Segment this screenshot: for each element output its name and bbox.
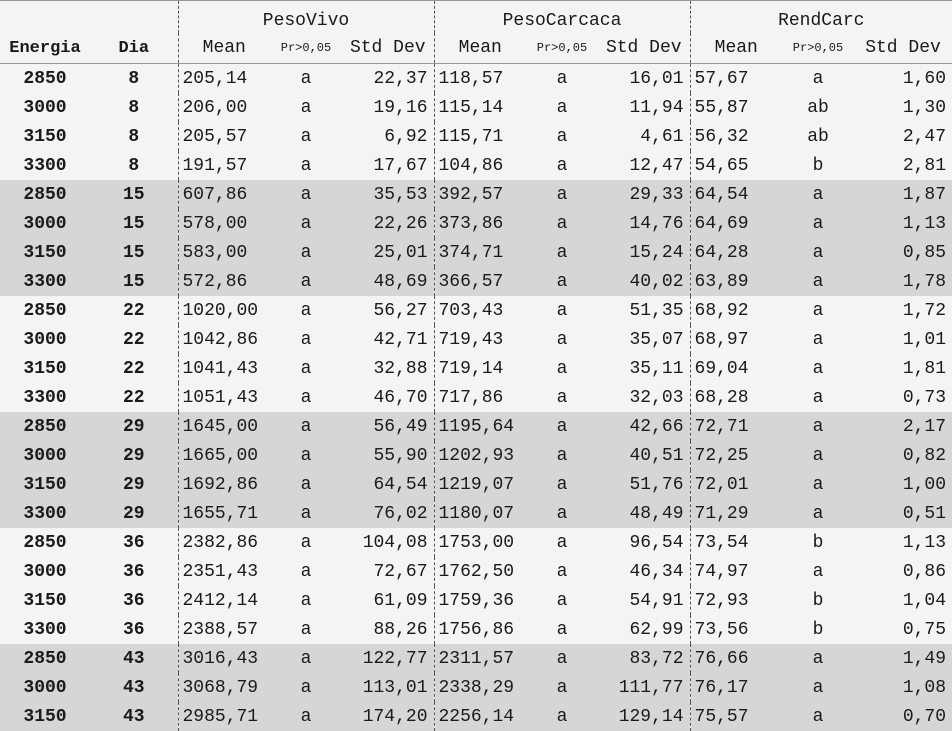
- cell-energia: 3150: [0, 122, 90, 151]
- cell-rendcarc-sig: a: [782, 673, 854, 702]
- cell-pesovivo-mean: 2382,86: [178, 528, 270, 557]
- cell-pesovivo-sig: a: [270, 122, 342, 151]
- cell-dia: 8: [90, 151, 178, 180]
- cell-dia: 36: [90, 557, 178, 586]
- cell-dia: 22: [90, 354, 178, 383]
- cell-pesovivo-sig: a: [270, 528, 342, 557]
- cell-rendcarc-std: 1,72: [854, 296, 952, 325]
- cell-pesocarcaca-mean: 1195,64: [434, 412, 526, 441]
- cell-rendcarc-mean: 57,67: [690, 64, 782, 94]
- cell-dia: 36: [90, 528, 178, 557]
- cell-rendcarc-mean: 69,04: [690, 354, 782, 383]
- cell-pesocarcaca-std: 46,34: [598, 557, 690, 586]
- cell-rendcarc-sig: a: [782, 644, 854, 673]
- cell-rendcarc-sig: a: [782, 441, 854, 470]
- cell-pesovivo-mean: 2388,57: [178, 615, 270, 644]
- table-row: [0, 615, 952, 644]
- cell-pesovivo-sig: a: [270, 93, 342, 122]
- cell-pesocarcaca-mean: 1180,07: [434, 499, 526, 528]
- cell-dia: 29: [90, 441, 178, 470]
- cell-pesocarcaca-std: 40,02: [598, 267, 690, 296]
- cell-rendcarc-std: 1,60: [854, 64, 952, 94]
- cell-energia: 3300: [0, 151, 90, 180]
- cell-pesovivo-std: 64,54: [342, 470, 434, 499]
- table-row: [0, 441, 952, 470]
- cell-pesovivo-sig: a: [270, 673, 342, 702]
- cell-rendcarc-sig: a: [782, 238, 854, 267]
- cell-energia: 3300: [0, 499, 90, 528]
- cell-pesocarcaca-sig: a: [526, 499, 598, 528]
- cell-dia: 29: [90, 499, 178, 528]
- cell-energia: 3150: [0, 238, 90, 267]
- cell-energia: 3150: [0, 702, 90, 731]
- cell-pesocarcaca-sig: a: [526, 702, 598, 731]
- cell-pesovivo-std: 6,92: [342, 122, 434, 151]
- cell-rendcarc-mean: 68,92: [690, 296, 782, 325]
- cell-rendcarc-sig: b: [782, 151, 854, 180]
- cell-pesocarcaca-std: 35,07: [598, 325, 690, 354]
- cell-pesocarcaca-mean: 115,71: [434, 122, 526, 151]
- table-row: [0, 93, 952, 122]
- cell-pesovivo-sig: a: [270, 586, 342, 615]
- cell-rendcarc-sig: a: [782, 354, 854, 383]
- cell-rendcarc-std: 0,85: [854, 238, 952, 267]
- cell-dia: 43: [90, 702, 178, 731]
- cell-rendcarc-sig: ab: [782, 122, 854, 151]
- cell-rendcarc-mean: 72,71: [690, 412, 782, 441]
- cell-pesovivo-std: 76,02: [342, 499, 434, 528]
- cell-pesocarcaca-sig: a: [526, 412, 598, 441]
- cell-pesovivo-std: 56,49: [342, 412, 434, 441]
- cell-pesocarcaca-std: 29,33: [598, 180, 690, 209]
- cell-pesovivo-mean: 206,00: [178, 93, 270, 122]
- cell-rendcarc-std: 0,82: [854, 441, 952, 470]
- cell-pesovivo-std: 113,01: [342, 673, 434, 702]
- cell-pesovivo-std: 104,08: [342, 528, 434, 557]
- cell-pesovivo-sig: a: [270, 238, 342, 267]
- cell-rendcarc-std: 1,04: [854, 586, 952, 615]
- cell-rendcarc-std: 1,49: [854, 644, 952, 673]
- cell-rendcarc-sig: a: [782, 296, 854, 325]
- cell-energia: 3150: [0, 354, 90, 383]
- cell-pesocarcaca-sig: a: [526, 93, 598, 122]
- cell-rendcarc-std: 1,13: [854, 209, 952, 238]
- cell-dia: 15: [90, 180, 178, 209]
- group-header-rendcarc: RendCarc: [690, 1, 952, 34]
- cell-pesocarcaca-std: 51,76: [598, 470, 690, 499]
- cell-energia: 3300: [0, 383, 90, 412]
- table-row: [0, 644, 952, 673]
- cell-energia: 3000: [0, 325, 90, 354]
- cell-rendcarc-mean: 64,28: [690, 238, 782, 267]
- cell-rendcarc-sig: a: [782, 499, 854, 528]
- cell-rendcarc-mean: 76,17: [690, 673, 782, 702]
- cell-pesovivo-sig: a: [270, 702, 342, 731]
- cell-energia: 2850: [0, 180, 90, 209]
- cell-pesocarcaca-sig: a: [526, 325, 598, 354]
- cell-pesovivo-sig: a: [270, 383, 342, 412]
- cell-rendcarc-std: 0,75: [854, 615, 952, 644]
- cell-rendcarc-sig: a: [782, 412, 854, 441]
- cell-pesocarcaca-mean: 392,57: [434, 180, 526, 209]
- table-row: [0, 122, 952, 151]
- cell-pesovivo-std: 55,90: [342, 441, 434, 470]
- cell-pesovivo-sig: a: [270, 296, 342, 325]
- cell-pesovivo-sig: a: [270, 644, 342, 673]
- cell-pesocarcaca-sig: a: [526, 122, 598, 151]
- cell-pesocarcaca-std: 14,76: [598, 209, 690, 238]
- cell-rendcarc-sig: b: [782, 528, 854, 557]
- cell-pesocarcaca-std: 15,24: [598, 238, 690, 267]
- cell-energia: 3000: [0, 557, 90, 586]
- cell-rendcarc-mean: 72,01: [690, 470, 782, 499]
- cell-pesovivo-mean: 1645,00: [178, 412, 270, 441]
- cell-dia: 15: [90, 238, 178, 267]
- cell-energia: 3000: [0, 673, 90, 702]
- cell-pesocarcaca-mean: 1762,50: [434, 557, 526, 586]
- cell-pesovivo-mean: 3016,43: [178, 644, 270, 673]
- cell-pesocarcaca-std: 35,11: [598, 354, 690, 383]
- cell-pesocarcaca-mean: 1753,00: [434, 528, 526, 557]
- table-row: [0, 412, 952, 441]
- cell-energia: 2850: [0, 64, 90, 94]
- cell-pesocarcaca-mean: 719,43: [434, 325, 526, 354]
- cell-dia: 22: [90, 383, 178, 412]
- cell-rendcarc-std: 2,47: [854, 122, 952, 151]
- cell-rendcarc-mean: 73,56: [690, 615, 782, 644]
- cell-rendcarc-mean: 72,93: [690, 586, 782, 615]
- cell-pesocarcaca-mean: 115,14: [434, 93, 526, 122]
- cell-pesocarcaca-std: 32,03: [598, 383, 690, 412]
- cell-pesovivo-sig: a: [270, 209, 342, 238]
- table-row: [0, 64, 952, 94]
- cell-rendcarc-sig: a: [782, 180, 854, 209]
- cell-dia: 43: [90, 673, 178, 702]
- cell-pesocarcaca-sig: a: [526, 673, 598, 702]
- cell-energia: 3000: [0, 209, 90, 238]
- cell-rendcarc-sig: a: [782, 383, 854, 412]
- cell-pesovivo-sig: a: [270, 151, 342, 180]
- table-row: [0, 209, 952, 238]
- cell-pesocarcaca-mean: 1219,07: [434, 470, 526, 499]
- cell-pesovivo-std: 61,09: [342, 586, 434, 615]
- cell-pesocarcaca-std: 54,91: [598, 586, 690, 615]
- cell-pesovivo-sig: a: [270, 354, 342, 383]
- cell-pesocarcaca-sig: a: [526, 64, 598, 94]
- cell-pesocarcaca-mean: 374,71: [434, 238, 526, 267]
- cell-rendcarc-std: 0,73: [854, 383, 952, 412]
- cell-dia: 8: [90, 122, 178, 151]
- cell-pesocarcaca-mean: 1759,36: [434, 586, 526, 615]
- cell-pesovivo-mean: 1020,00: [178, 296, 270, 325]
- cell-rendcarc-std: 0,70: [854, 702, 952, 731]
- table-row: [0, 296, 952, 325]
- cell-rendcarc-mean: 63,89: [690, 267, 782, 296]
- cell-pesocarcaca-mean: 373,86: [434, 209, 526, 238]
- cell-rendcarc-mean: 54,65: [690, 151, 782, 180]
- col-header-mean: Mean: [178, 33, 270, 64]
- table-row: [0, 557, 952, 586]
- cell-rendcarc-sig: a: [782, 702, 854, 731]
- cell-pesovivo-std: 46,70: [342, 383, 434, 412]
- cell-pesovivo-mean: 1655,71: [178, 499, 270, 528]
- cell-pesocarcaca-mean: 703,43: [434, 296, 526, 325]
- cell-pesocarcaca-std: 42,66: [598, 412, 690, 441]
- cell-pesovivo-sig: a: [270, 325, 342, 354]
- cell-pesocarcaca-sig: a: [526, 586, 598, 615]
- cell-energia: 2850: [0, 412, 90, 441]
- cell-pesovivo-sig: a: [270, 499, 342, 528]
- cell-energia: 3000: [0, 93, 90, 122]
- cell-energia: 2850: [0, 528, 90, 557]
- cell-rendcarc-mean: 74,97: [690, 557, 782, 586]
- cell-pesovivo-std: 72,67: [342, 557, 434, 586]
- cell-pesocarcaca-sig: a: [526, 209, 598, 238]
- cell-pesocarcaca-std: 83,72: [598, 644, 690, 673]
- cell-pesocarcaca-sig: a: [526, 267, 598, 296]
- cell-energia: 2850: [0, 644, 90, 673]
- cell-pesocarcaca-mean: 2338,29: [434, 673, 526, 702]
- table-row: [0, 151, 952, 180]
- cell-pesocarcaca-mean: 717,86: [434, 383, 526, 412]
- cell-pesovivo-std: 25,01: [342, 238, 434, 267]
- cell-rendcarc-mean: 75,57: [690, 702, 782, 731]
- cell-pesovivo-mean: 3068,79: [178, 673, 270, 702]
- cell-pesocarcaca-sig: a: [526, 180, 598, 209]
- cell-rendcarc-mean: 64,54: [690, 180, 782, 209]
- table-row: [0, 470, 952, 499]
- cell-pesocarcaca-sig: a: [526, 557, 598, 586]
- cell-energia: 3150: [0, 470, 90, 499]
- cell-energia: 3150: [0, 586, 90, 615]
- cell-pesocarcaca-std: 62,99: [598, 615, 690, 644]
- group-header-pesovivo: PesoVivo: [178, 1, 434, 34]
- cell-pesocarcaca-sig: a: [526, 296, 598, 325]
- cell-pesovivo-mean: 1692,86: [178, 470, 270, 499]
- cell-rendcarc-mean: 72,25: [690, 441, 782, 470]
- cell-pesocarcaca-std: 4,61: [598, 122, 690, 151]
- cell-pesocarcaca-std: 11,94: [598, 93, 690, 122]
- cell-rendcarc-mean: 56,32: [690, 122, 782, 151]
- cell-pesocarcaca-mean: 1756,86: [434, 615, 526, 644]
- cell-pesovivo-std: 22,37: [342, 64, 434, 94]
- cell-dia: 43: [90, 644, 178, 673]
- cell-rendcarc-sig: a: [782, 470, 854, 499]
- cell-pesovivo-sig: a: [270, 615, 342, 644]
- cell-pesovivo-std: 19,16: [342, 93, 434, 122]
- cell-pesocarcaca-mean: 2311,57: [434, 644, 526, 673]
- cell-rendcarc-sig: ab: [782, 93, 854, 122]
- col-header-dia: Dia: [90, 33, 178, 64]
- cell-pesovivo-mean: 1041,43: [178, 354, 270, 383]
- cell-pesovivo-sig: a: [270, 441, 342, 470]
- cell-pesocarcaca-mean: 118,57: [434, 64, 526, 94]
- cell-pesovivo-sig: a: [270, 412, 342, 441]
- cell-pesocarcaca-mean: 366,57: [434, 267, 526, 296]
- cell-rendcarc-sig: a: [782, 557, 854, 586]
- cell-pesovivo-std: 22,26: [342, 209, 434, 238]
- column-header-row: [0, 33, 952, 64]
- cell-pesovivo-sig: a: [270, 267, 342, 296]
- cell-pesovivo-std: 35,53: [342, 180, 434, 209]
- cell-pesovivo-sig: a: [270, 470, 342, 499]
- cell-rendcarc-mean: 73,54: [690, 528, 782, 557]
- cell-pesocarcaca-sig: a: [526, 470, 598, 499]
- cell-dia: 15: [90, 267, 178, 296]
- cell-pesovivo-mean: 2412,14: [178, 586, 270, 615]
- blank-header: [0, 1, 90, 34]
- col-header-sig: Pr>0,05: [526, 33, 598, 64]
- cell-pesocarcaca-mean: 104,86: [434, 151, 526, 180]
- cell-rendcarc-std: 1,30: [854, 93, 952, 122]
- cell-pesocarcaca-sig: a: [526, 644, 598, 673]
- cell-energia: 3300: [0, 267, 90, 296]
- cell-pesovivo-mean: 578,00: [178, 209, 270, 238]
- table-row: [0, 267, 952, 296]
- cell-pesovivo-std: 122,77: [342, 644, 434, 673]
- col-header-std: Std Dev: [598, 33, 690, 64]
- cell-rendcarc-std: 1,81: [854, 354, 952, 383]
- cell-pesocarcaca-mean: 719,14: [434, 354, 526, 383]
- cell-dia: 8: [90, 93, 178, 122]
- cell-energia: 3000: [0, 441, 90, 470]
- cell-dia: 36: [90, 586, 178, 615]
- cell-rendcarc-mean: 68,97: [690, 325, 782, 354]
- cell-pesocarcaca-std: 51,35: [598, 296, 690, 325]
- blank-header: [90, 1, 178, 34]
- cell-rendcarc-std: 2,81: [854, 151, 952, 180]
- table-row: [0, 354, 952, 383]
- cell-pesovivo-mean: 2351,43: [178, 557, 270, 586]
- table-row: [0, 528, 952, 557]
- cell-rendcarc-mean: 76,66: [690, 644, 782, 673]
- cell-pesovivo-mean: 572,86: [178, 267, 270, 296]
- table-row: [0, 673, 952, 702]
- cell-rendcarc-std: 0,86: [854, 557, 952, 586]
- cell-dia: 8: [90, 64, 178, 94]
- table-row: [0, 325, 952, 354]
- cell-dia: 15: [90, 209, 178, 238]
- cell-pesovivo-mean: 1665,00: [178, 441, 270, 470]
- cell-pesocarcaca-std: 96,54: [598, 528, 690, 557]
- cell-rendcarc-std: 1,13: [854, 528, 952, 557]
- cell-pesocarcaca-std: 129,14: [598, 702, 690, 731]
- col-header-sig: Pr>0,05: [270, 33, 342, 64]
- table-row: [0, 499, 952, 528]
- cell-energia: 3300: [0, 615, 90, 644]
- table-row: [0, 702, 952, 731]
- table-row: [0, 586, 952, 615]
- cell-rendcarc-std: 2,17: [854, 412, 952, 441]
- cell-rendcarc-std: 0,51: [854, 499, 952, 528]
- cell-pesocarcaca-sig: a: [526, 354, 598, 383]
- group-header-row: [0, 1, 952, 34]
- cell-pesovivo-mean: 1051,43: [178, 383, 270, 412]
- cell-rendcarc-std: 1,08: [854, 673, 952, 702]
- cell-rendcarc-sig: a: [782, 267, 854, 296]
- table-row: [0, 180, 952, 209]
- cell-rendcarc-mean: 68,28: [690, 383, 782, 412]
- col-header-std: Std Dev: [854, 33, 952, 64]
- cell-pesovivo-mean: 205,14: [178, 64, 270, 94]
- cell-pesovivo-mean: 607,86: [178, 180, 270, 209]
- cell-rendcarc-sig: b: [782, 615, 854, 644]
- cell-pesovivo-mean: 1042,86: [178, 325, 270, 354]
- col-header-energia: Energia: [0, 33, 90, 64]
- cell-dia: 22: [90, 325, 178, 354]
- table-row: [0, 238, 952, 267]
- cell-pesocarcaca-sig: a: [526, 151, 598, 180]
- cell-rendcarc-std: 1,01: [854, 325, 952, 354]
- cell-pesovivo-sig: a: [270, 180, 342, 209]
- cell-pesocarcaca-mean: 2256,14: [434, 702, 526, 731]
- cell-energia: 2850: [0, 296, 90, 325]
- cell-pesocarcaca-sig: a: [526, 615, 598, 644]
- cell-rendcarc-mean: 71,29: [690, 499, 782, 528]
- col-header-sig: Pr>0,05: [782, 33, 854, 64]
- cell-rendcarc-std: 1,00: [854, 470, 952, 499]
- table-row: [0, 383, 952, 412]
- cell-rendcarc-mean: 64,69: [690, 209, 782, 238]
- cell-pesocarcaca-std: 111,77: [598, 673, 690, 702]
- cell-pesovivo-sig: a: [270, 557, 342, 586]
- cell-rendcarc-std: 1,87: [854, 180, 952, 209]
- cell-pesocarcaca-sig: a: [526, 238, 598, 267]
- cell-rendcarc-sig: a: [782, 64, 854, 94]
- cell-pesocarcaca-sig: a: [526, 383, 598, 412]
- cell-pesocarcaca-std: 48,49: [598, 499, 690, 528]
- cell-pesocarcaca-sig: a: [526, 528, 598, 557]
- cell-pesovivo-std: 17,67: [342, 151, 434, 180]
- group-header-pesocarcaca: PesoCarcaca: [434, 1, 690, 34]
- col-header-std: Std Dev: [342, 33, 434, 64]
- cell-rendcarc-mean: 55,87: [690, 93, 782, 122]
- cell-pesovivo-std: 32,88: [342, 354, 434, 383]
- cell-pesocarcaca-mean: 1202,93: [434, 441, 526, 470]
- cell-pesocarcaca-std: 40,51: [598, 441, 690, 470]
- cell-rendcarc-sig: b: [782, 586, 854, 615]
- table-body: [0, 64, 952, 731]
- cell-pesocarcaca-sig: a: [526, 441, 598, 470]
- cell-rendcarc-std: 1,78: [854, 267, 952, 296]
- col-header-mean: Mean: [434, 33, 526, 64]
- cell-pesovivo-mean: 205,57: [178, 122, 270, 151]
- col-header-mean: Mean: [690, 33, 782, 64]
- cell-pesovivo-sig: a: [270, 64, 342, 94]
- cell-pesovivo-std: 56,27: [342, 296, 434, 325]
- cell-pesovivo-mean: 191,57: [178, 151, 270, 180]
- cell-rendcarc-sig: a: [782, 209, 854, 238]
- cell-pesovivo-mean: 583,00: [178, 238, 270, 267]
- cell-dia: 29: [90, 412, 178, 441]
- cell-pesovivo-std: 42,71: [342, 325, 434, 354]
- cell-dia: 36: [90, 615, 178, 644]
- cell-pesocarcaca-std: 12,47: [598, 151, 690, 180]
- cell-rendcarc-sig: a: [782, 325, 854, 354]
- cell-dia: 29: [90, 470, 178, 499]
- cell-pesovivo-std: 48,69: [342, 267, 434, 296]
- cell-pesovivo-std: 174,20: [342, 702, 434, 731]
- cell-pesovivo-std: 88,26: [342, 615, 434, 644]
- cell-pesocarcaca-std: 16,01: [598, 64, 690, 94]
- cell-dia: 22: [90, 296, 178, 325]
- cell-pesovivo-mean: 2985,71: [178, 702, 270, 731]
